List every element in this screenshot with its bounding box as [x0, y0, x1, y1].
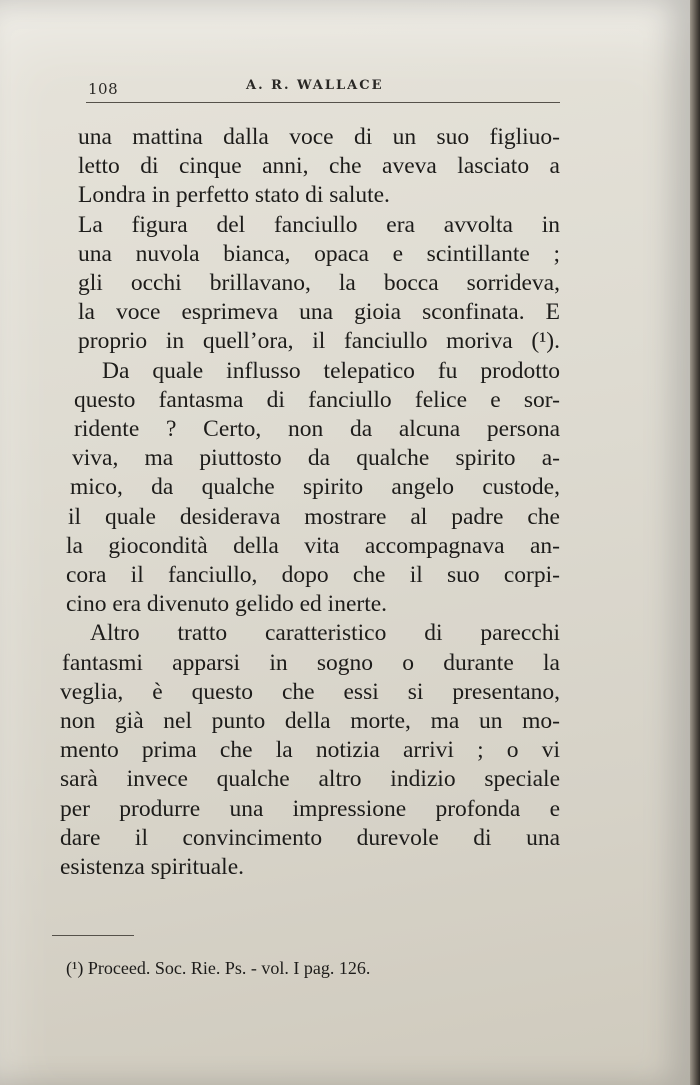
text-line: sarà invece qualche altro indizio speciale — [60, 766, 560, 793]
page-header — [86, 76, 560, 103]
text-line: gli occhi brillavano, la bocca sorrideva, — [78, 270, 560, 297]
text-line: mento prima che la notizia arrivi ; o vi — [60, 737, 560, 764]
text-line: questo fantasma di fanciullo felice e sor- — [74, 386, 560, 413]
running-title: A. R. WALLACE — [246, 78, 384, 93]
text-line: mico, da qualche spirito angelo custode, — [70, 474, 560, 501]
paragraph-start-line: Altro tratto caratteristico di parecchi — [90, 620, 560, 647]
text-line: cino era divenuto gelido ed inerte. — [66, 591, 388, 618]
footnote: (¹) Proceed. Soc. Rie. Ps. - vol. I pag. 126. — [66, 958, 371, 978]
text-line: proprio in quell’ora, il fanciullo moriva (¹). — [78, 328, 560, 355]
text-line: dare il convincimento durevole di una — [60, 824, 560, 851]
page-edge-shadow — [690, 0, 700, 1085]
footnote-divider — [52, 935, 134, 936]
text-line: viva, ma piuttosto da qualche spirito a- — [72, 445, 560, 472]
page-number: 108 — [88, 80, 119, 98]
text-line: fantasmi apparsi in sogno o durante la — [62, 649, 560, 676]
text-line: esistenza spirituale. — [60, 854, 245, 881]
text-line: veglia, è questo che essi si presentano, — [60, 678, 560, 705]
paragraph-start-line: La figura del fanciullo era avvolta in — [78, 211, 560, 238]
text-line: cora il fanciullo, dopo che il suo corpi- — [66, 562, 560, 589]
text-line: una mattina dalla voce di un suo figliuo- — [78, 124, 560, 150]
text-line: la giocondità della vita accompagnava an- — [66, 532, 560, 559]
text-line: per produrre una impressione profonda e — [60, 795, 560, 822]
text-line: la voce esprimeva una gioia sconfinata. E — [78, 299, 560, 326]
text-line: una nuvola bianca, opaca e scintillante ; — [78, 240, 560, 267]
text-line: letto di cinque anni, che aveva lasciato a — [78, 153, 560, 180]
text-line: il quale desiderava mostrare al padre che — [68, 503, 560, 530]
body-text — [60, 123, 560, 882]
text-line: ridente ? Certo, non da alcuna persona — [74, 416, 560, 443]
text-line: Londra in perfetto stato di salute. — [78, 182, 390, 209]
paragraph-start-line: Da quale influsso telepatico fu prodotto — [102, 357, 560, 384]
text-line: non già nel punto della morte, ma un mo- — [60, 708, 560, 735]
